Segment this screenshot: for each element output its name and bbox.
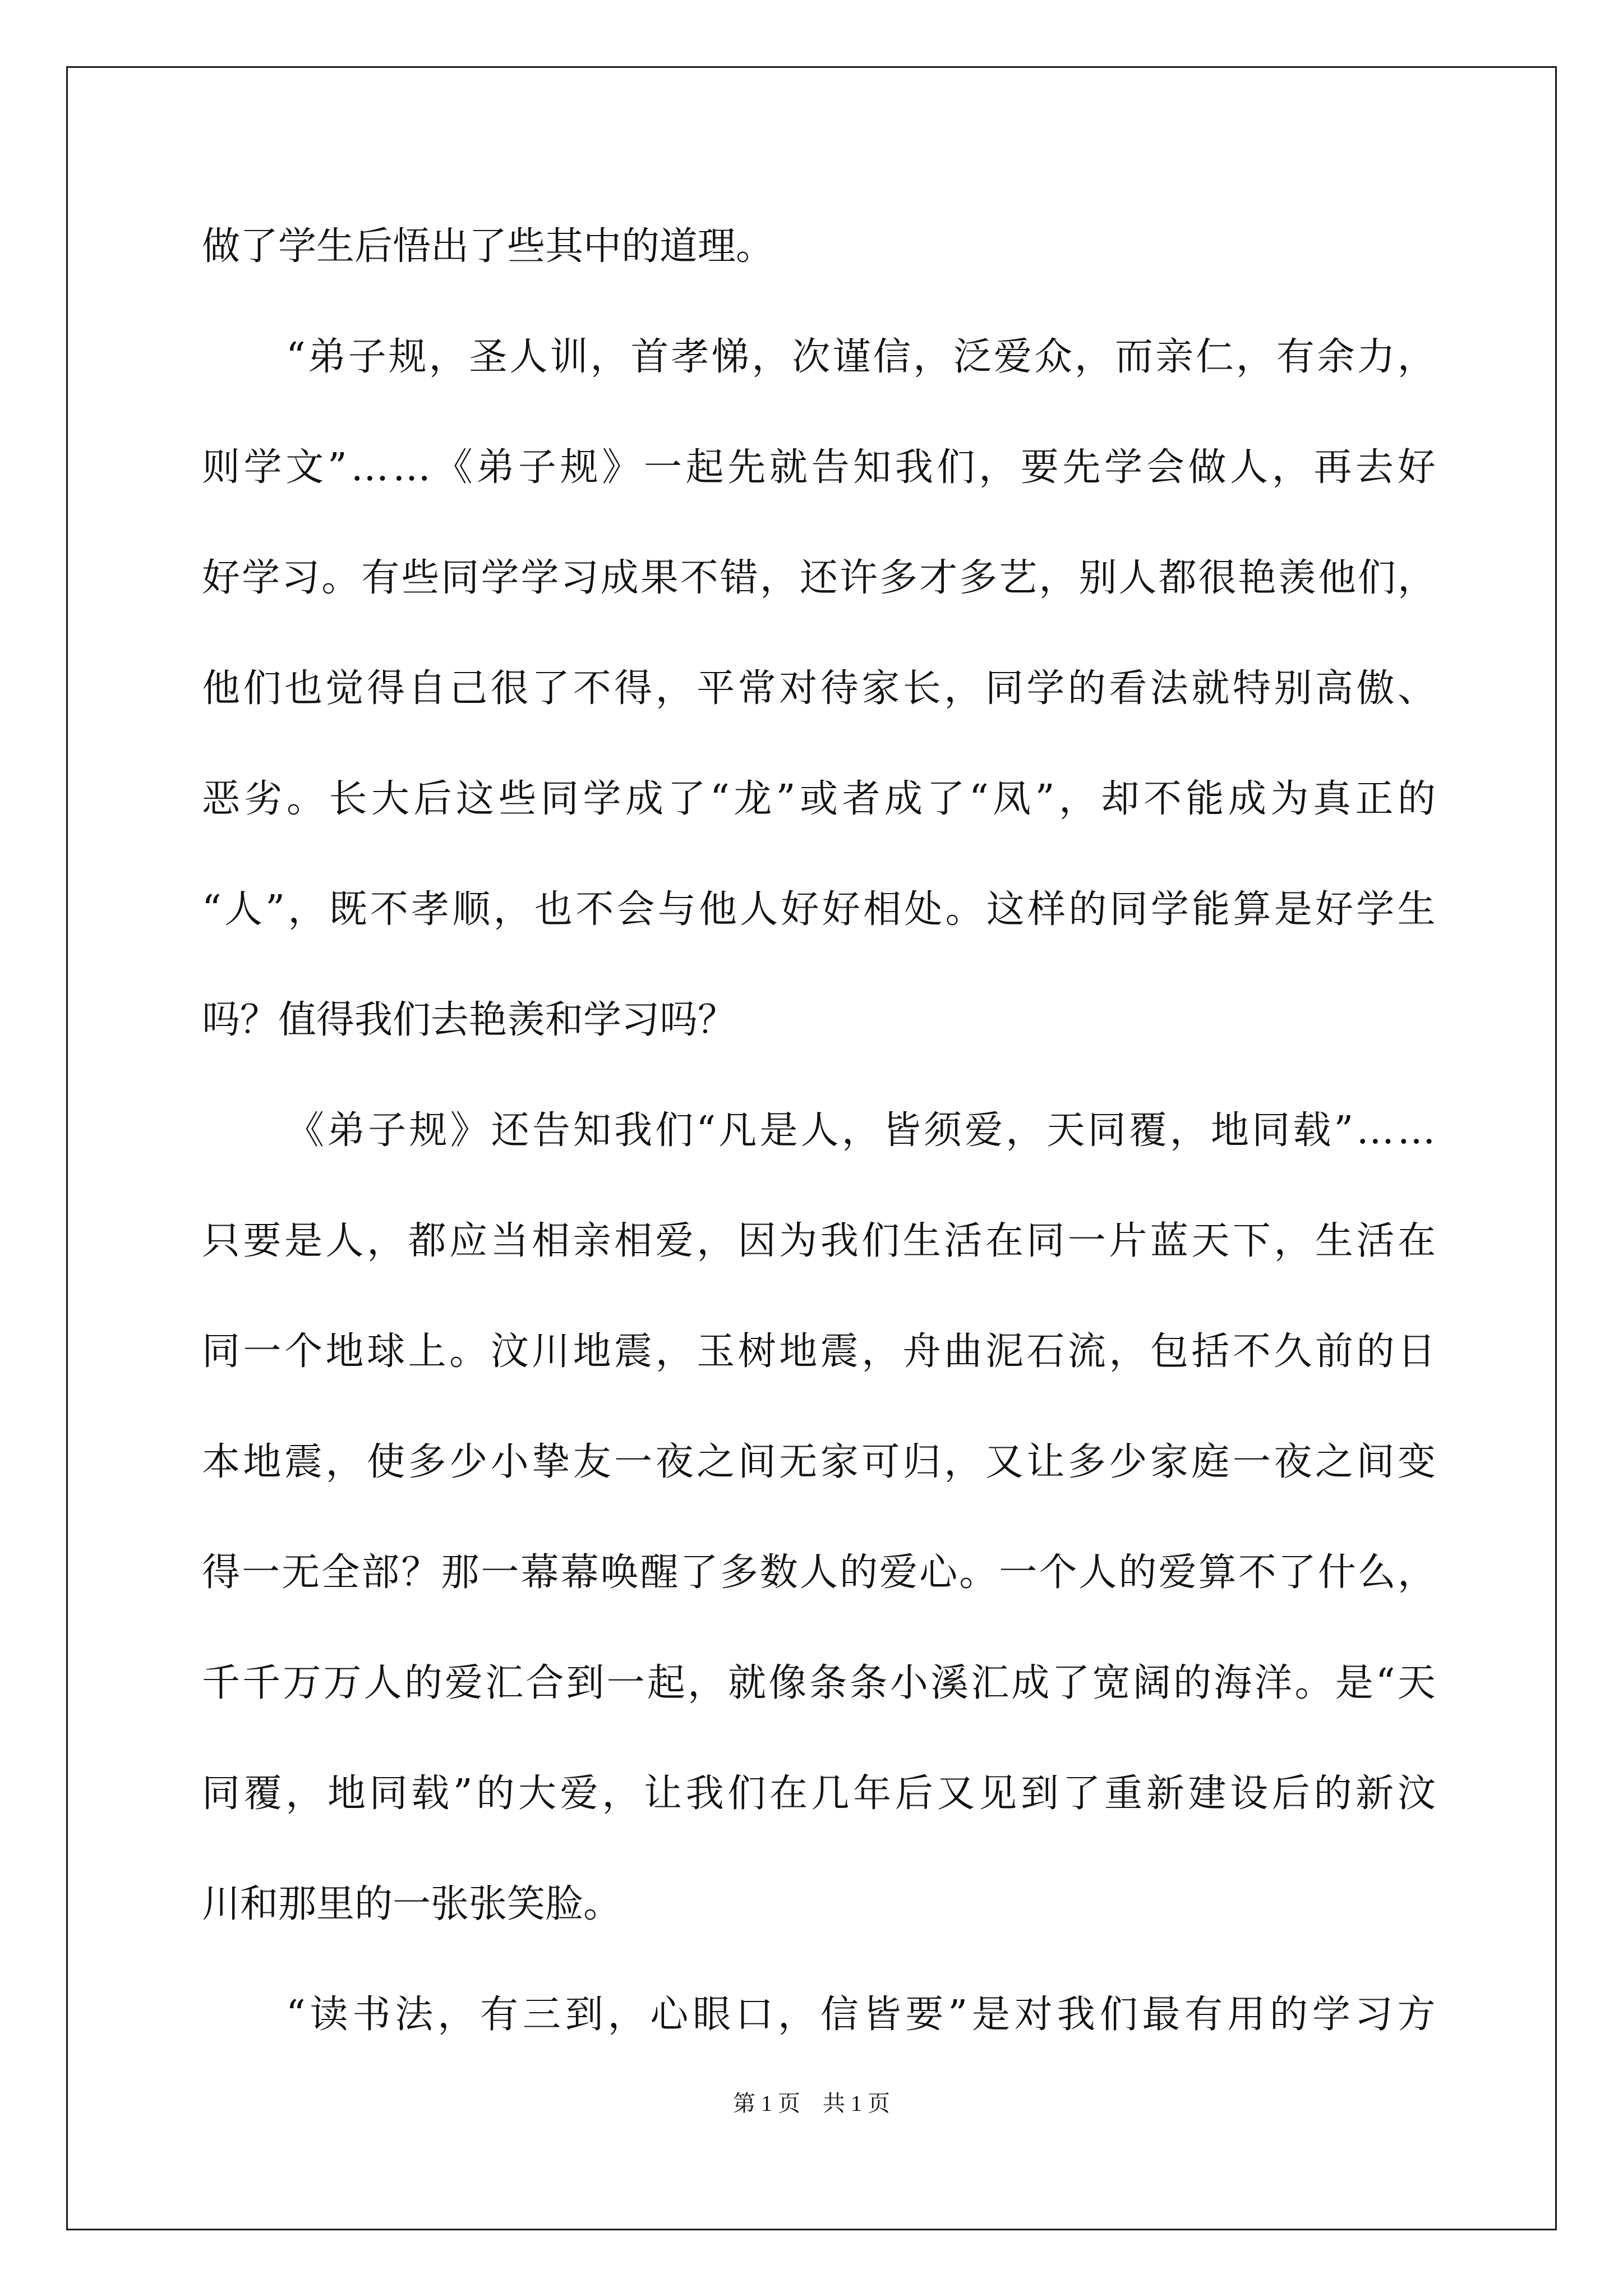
- paragraph-line: “弟子规，圣人训，首孝悌，次谨信，泛爱众，而亲仁，有余力，: [286, 335, 1438, 379]
- page-number-footer: 第 1 页 共 1 页: [733, 2091, 890, 2116]
- paragraph-line: 他们也觉得自己很了不得，平常对待家长，同学的看法就特别高傲、: [202, 666, 1439, 711]
- paragraph-line: 好学习。有些同学学习成果不错，还许多才多艺，别人都很艳羡他们，: [202, 556, 1438, 600]
- paragraph-line: 千千万万人的爱汇合到一起，就像条条小溪汇成了宽阔的海洋。是“天: [202, 1661, 1438, 1705]
- paragraph-line: 《弟子规》还告知我们“凡是人，皆须爱，天同覆，地同载”……: [286, 1108, 1438, 1153]
- paragraph-line: “读书法，有三到，心眼口，信皆要”是对我们最有用的学习方: [286, 1993, 1440, 2037]
- paragraph-line: 川和那里的一张张笑脸。: [202, 1882, 622, 1926]
- paragraph-line: 同覆，地同载”的大爱，让我们在几年后又见到了重新建设后的新汶: [202, 1772, 1440, 1816]
- paragraph-line: 得一无全部？那一幕幕唤醒了多数人的爱心。一个人的爱算不了什么，: [202, 1550, 1438, 1595]
- paragraph-line: 则学文”……《弟子规》一起先就告知我们，要先学会做人，再去好: [202, 445, 1440, 490]
- paragraph-line: 做了学生后悟出了些其中的道理。: [202, 224, 774, 269]
- paragraph-line: 同一个地球上。汶川地震，玉树地震，舟曲泥石流，包括不久前的日: [202, 1329, 1439, 1374]
- paragraph-line: 恶劣。长大后这些同学成了“龙”或者成了“凤”，却不能成为真正的: [202, 777, 1440, 821]
- paragraph-line: “人”，既不孝顺，也不会与他人好好相处。这样的同学能算是好学生: [202, 887, 1438, 932]
- paragraph-line: 只要是人，都应当相亲相爱，因为我们生活在同一片蓝天下，生活在: [202, 1219, 1439, 1263]
- paragraph-line: 本地震，使多少小挚友一夜之间无家可归，又让多少家庭一夜之间变: [202, 1440, 1439, 1484]
- paragraph-line: 吗？值得我们去艳羡和学习吗？: [202, 998, 736, 1042]
